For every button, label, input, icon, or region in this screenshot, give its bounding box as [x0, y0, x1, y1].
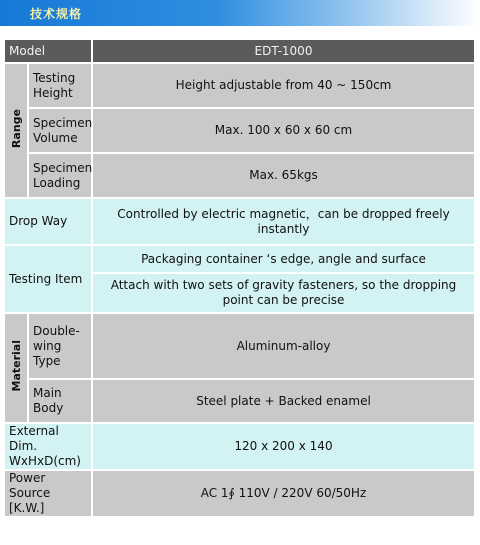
main-body-value: Steel plate + Backed enamel [93, 380, 474, 422]
specimen-loading-value: Max. 65kgs [93, 154, 474, 197]
table-row-specimen-loading [5, 154, 474, 197]
model-label: Model [5, 40, 91, 62]
testing-height-label: Testing Height [29, 64, 91, 107]
specimen-loading-label: Specimen Loading [29, 154, 91, 197]
section-banner [0, 0, 480, 26]
drop-way-value: Controlled by electric magnetic，can be dropped freely instantly [93, 199, 474, 244]
external-dim-value: 120 x 200 x 140 [93, 424, 474, 469]
specimen-volume-value: Max. 100 x 60 x 60 cm [93, 109, 474, 152]
testing-item-label: Testing Item [5, 246, 91, 312]
drop-way-label: Drop Way [5, 199, 91, 244]
range-label-text: Range [10, 108, 23, 149]
section-title: 技术规格 [30, 7, 83, 21]
testing-height-value: Height adjustable from 40 ~ 150cm [93, 64, 474, 107]
table-row-drop-way [5, 199, 474, 244]
table-row-power-source [5, 471, 474, 516]
double-wing-value: Aluminum-alloy [93, 314, 474, 378]
testing-item-value-1: Packaging container ‘s edge, angle and surface [93, 246, 474, 272]
external-dim-label: External Dim. WxHxD(cm) [5, 424, 91, 469]
material-group-label [5, 314, 27, 422]
double-wing-label: Double-wing Type [29, 314, 91, 378]
model-value: EDT-1000 [93, 40, 474, 62]
table-row-double-wing [5, 314, 474, 378]
range-group-label [5, 64, 27, 197]
table-row-testing-item-1 [5, 246, 474, 272]
table-row-main-body [5, 380, 474, 422]
table-row-model [5, 40, 474, 62]
table-row-testing-height [5, 64, 474, 107]
power-source-label: Power Source [K.W.] [5, 471, 91, 516]
testing-item-value-2: Attach with two sets of gravity fasteners, so the dropping point can be precise [93, 274, 474, 312]
power-source-value: AC 1∮ 110V / 220V 60/50Hz [93, 471, 474, 516]
table-row-specimen-volume [5, 109, 474, 152]
main-body-label: Main Body [29, 380, 91, 422]
specimen-volume-label: Specimen Volume [29, 109, 91, 152]
table-row-external-dim [5, 424, 474, 469]
material-label-text: Material [10, 340, 23, 392]
spec-table [3, 38, 476, 518]
